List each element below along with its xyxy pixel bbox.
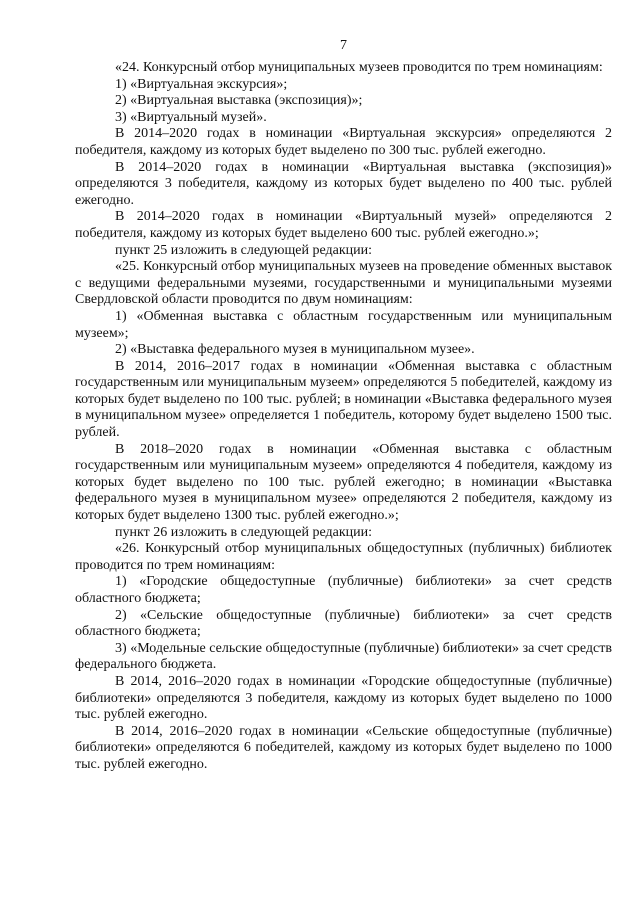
paragraph-item-24-nomination-3: 3) «Виртуальный музей». (115, 109, 267, 125)
paragraph-item-24-winners-excursion: В 2014–2020 годах в номинации «Виртуальная экскурсия» определяются 2 победителя, каждому из которых будет выделено по 300 тыс. рублей ежегодно. (75, 126, 612, 158)
paragraph-item-26-nomination-3: 3) «Модельные сельские общедоступные (публичные) библиотеки» за счет средств федерального бюджета. (75, 640, 612, 673)
paragraph-item-26-intro: «26. Конкурсный отбор муниципальных общедоступных (публичных) библиотек проводится по трем номинациям: (75, 541, 612, 573)
paragraph-item-25-winners-2018-2020: В 2018–2020 годах в номинации «Обменная выставка с областным государственным или муниципальным музеем» определяются 4 победителя, каждому из которых будет выделено по 100 тыс. рублей ежегодно; в номинации «Выставка федерального музея в муниципальном музее» определяются 2 победителя, каждому из которых будет выделено 1300 тыс. рублей ежегодно.»; (75, 441, 612, 524)
paragraph-item-25-intro: «25. Конкурсный отбор муниципальных музеев на проведение обменных выставок с ведущими федеральными музеями, государственными и муниципальными музеями Свердловской области проводится по двум номинациям: (75, 259, 612, 308)
paragraph-item-25-nomination-1: 1) «Обменная выставка с областным государственным или муниципальным музеем»; (75, 308, 612, 341)
paragraph-item-24-nomination-1: 1) «Виртуальная экскурсия»; (115, 76, 288, 92)
paragraph-item-24-nomination-2: 2) «Виртуальная выставка (экспозиция)»; (115, 93, 363, 109)
paragraph-item-25-nomination-2: 2) «Выставка федерального музея в муниципальном музее». (115, 342, 475, 358)
paragraph-item-24-winners-museum: В 2014–2020 годах в номинации «Виртуальный музей» определяются 2 победителя, каждому из которых будет выделено 600 тыс. рублей ежегодно.»; (75, 209, 612, 241)
paragraph-item-24-winners-exhibition: В 2014–2020 годах в номинации «Виртуальная выставка (экспозиция)» определяются 3 победителя, каждому из которых будет выделено по 400 тыс. рублей ежегодно. (75, 159, 612, 208)
paragraph-item-24-intro: «24. Конкурсный отбор муниципальных музеев проводится по трем номинациям: (115, 60, 603, 75)
paragraph-item-26-nomination-1: 1) «Городские общедоступные (публичные) библиотеки» за счет средств областного бюджета; (75, 574, 612, 606)
page-number: 7 (340, 38, 347, 53)
paragraph-clause-25-instruction: пункт 25 изложить в следующей редакции: (115, 242, 372, 258)
paragraph-item-25-winners-2014-2017: В 2014, 2016–2017 годах в номинации «Обменная выставка с областным государственным или муниципальным музеем» определяются 5 победителей, каждому из которых будет выделено по 100 тыс. рублей; в номинации «Выставка федерального музея в муниципальном музее» определяется 1 победитель, которому будет выделено 1500 тыс. рублей. (75, 358, 612, 441)
paragraph-clause-26-instruction: пункт 26 изложить в следующей редакции: (115, 524, 372, 540)
paragraph-item-26-winners-city: В 2014, 2016–2020 годах в номинации «Городские общедоступные (публичные) библиотеки» определяются 3 победителя, каждому из которых будет выделено по 1000 тыс. рублей ежегодно. (75, 673, 612, 723)
paragraph-item-26-winners-rural: В 2014, 2016–2020 годах в номинации «Сельские общедоступные (публичные) библиотеки» определяются 6 победителей, каждому из которых будет выделено по 1000 тыс. рублей ежегодно. (75, 723, 612, 772)
paragraph-item-26-nomination-2: 2) «Сельские общедоступные (публичные) библиотеки» за счет средств областного бюджета; (75, 607, 612, 640)
